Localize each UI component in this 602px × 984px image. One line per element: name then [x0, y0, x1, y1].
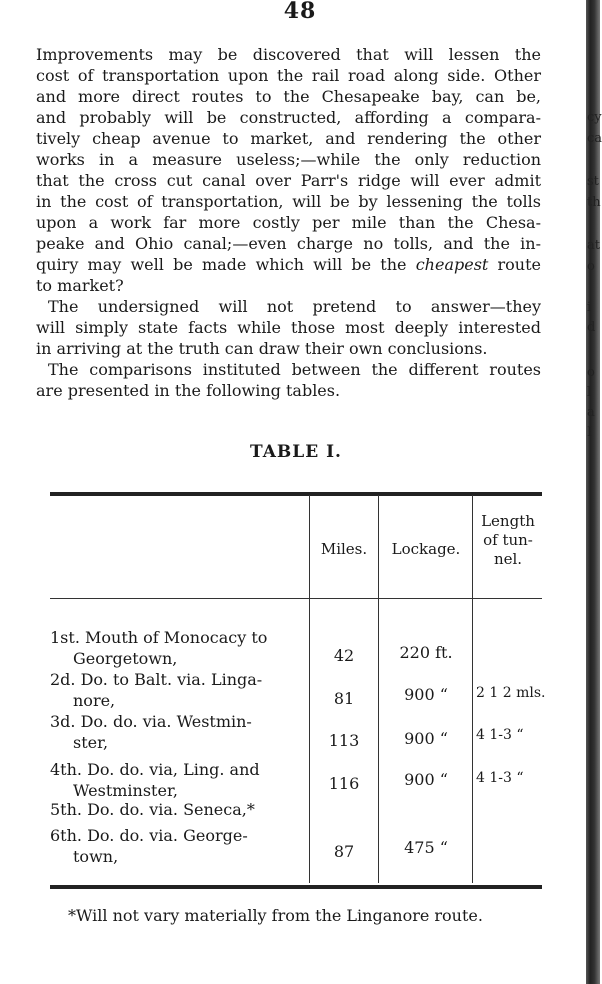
- cell-tunnel: 2 1 2 mls.: [476, 685, 546, 701]
- row-label-line: nore,: [73, 691, 116, 710]
- text-line: in the cost of transportation, will be by lessening the tolls: [36, 192, 541, 211]
- adjacent-page-fragment: cy: [587, 110, 602, 125]
- header-tunnel-line: Length: [481, 512, 535, 530]
- text-line: tively cheap avenue to market, and rendering the other: [36, 129, 541, 148]
- page-number: 48: [283, 0, 317, 24]
- table-row-label: [50, 669, 262, 711]
- table-header-rule: [50, 598, 542, 599]
- table-bottom-rule: [50, 885, 542, 889]
- text-line: to market?: [36, 276, 124, 295]
- adjacent-page-fragment: th: [587, 195, 601, 210]
- row-label-line: 6th. Do. do. via. George-: [50, 826, 248, 845]
- cell-lockage: 220 ft.: [399, 643, 453, 662]
- adjacent-page-fragment: ca: [587, 131, 602, 146]
- text-line: Improvements may be discovered that will lessen the: [36, 45, 541, 64]
- text-line: are presented in the following tables.: [36, 381, 341, 400]
- emphasized-word: cheapest: [415, 255, 489, 274]
- row-label-line: ster,: [73, 733, 109, 752]
- row-label-line: town,: [73, 847, 119, 866]
- text-line: in arriving at the truth can draw their own conclusions.: [36, 339, 488, 358]
- column-divider: [309, 495, 310, 883]
- adjacent-page-fragment: I: [587, 425, 593, 440]
- header-tunnel-length: [474, 512, 542, 569]
- row-label-line: 5th. Do. do. via. Seneca,*: [50, 800, 255, 819]
- adjacent-page-fragment: o: [587, 259, 595, 274]
- row-label-line: Georgetown,: [73, 649, 178, 668]
- cell-lockage: 900 “: [404, 685, 448, 704]
- header-miles: Miles.: [320, 540, 368, 558]
- text-line: works in a measure useless;—while the only reduction: [36, 150, 541, 169]
- table-top-rule: [50, 492, 542, 496]
- table-footnote: *Will not vary materially from the Linganore route.: [68, 906, 483, 925]
- adjacent-page-fragment: d: [587, 320, 596, 335]
- text-line: that the cross cut canal over Parr's ridge will ever admit: [36, 171, 541, 190]
- header-tunnel-line: of tun-: [483, 531, 533, 549]
- adjacent-page-fragment: st: [587, 174, 599, 189]
- cell-lockage: 475 “: [404, 838, 448, 857]
- header-tunnel-line: nel.: [493, 550, 523, 568]
- text-line: The comparisons instituted between the different routes: [48, 360, 541, 379]
- text-line: quiry may well be made which will be the cheapest route: [36, 255, 542, 274]
- cell-lockage: 900 “: [404, 770, 448, 789]
- adjacent-page-fragment: i: [587, 300, 592, 315]
- adjacent-page-fragment: o: [587, 365, 595, 380]
- text-line: upon a work far more costly per mile than the Chesa-: [36, 213, 541, 232]
- header-lockage: Lockage.: [391, 540, 461, 558]
- column-divider: [472, 495, 473, 883]
- column-divider: [378, 495, 379, 883]
- table-row-label: [50, 759, 260, 801]
- row-label-line: 2d. Do. to Balt. via. Linga-: [50, 670, 263, 689]
- row-label-line: 4th. Do. do. via, Ling. and: [50, 760, 260, 779]
- table-row-label: [50, 711, 252, 753]
- adjacent-page-edge: [586, 0, 600, 984]
- text-line: The undersigned will not pretend to answer—they: [48, 297, 541, 316]
- cell-miles: 81: [333, 689, 355, 708]
- cell-miles: 42: [333, 646, 355, 665]
- cell-miles: 87: [333, 842, 355, 861]
- cell-miles: 116: [328, 774, 360, 793]
- row-label-line: Westminster,: [73, 781, 178, 800]
- adjacent-page-fragment: l: [587, 385, 592, 400]
- table-row-label: [50, 825, 248, 867]
- text-line: cost of transportation upon the rail road along side. Other: [36, 66, 541, 85]
- cell-miles: 113: [328, 731, 360, 750]
- adjacent-page-fragment: a: [587, 405, 595, 420]
- text-line: peake and Ohio canal;—even charge no tolls, and the in-: [36, 234, 541, 253]
- text-line: and more direct routes to the Chesapeake bay, can be,: [36, 87, 541, 106]
- cell-tunnel: 4 1-3 “: [476, 727, 524, 743]
- table-row-label: [50, 627, 267, 669]
- row-label-line: 3d. Do. do. via. Westmin-: [50, 712, 252, 731]
- text-line: and probably will be constructed, affording a compara-: [36, 108, 541, 127]
- body-text: [36, 44, 541, 401]
- cell-lockage: 900 “: [404, 729, 448, 748]
- adjacent-page-fragment: at: [587, 238, 600, 253]
- cell-tunnel: 4 1-3 “: [476, 770, 524, 786]
- row-label-line: 1st. Mouth of Monocacy to: [50, 628, 268, 647]
- table-title: TABLE I.: [250, 442, 342, 462]
- text-line: will simply state facts while those most deeply interested: [36, 318, 541, 337]
- table-row-label: [50, 799, 255, 820]
